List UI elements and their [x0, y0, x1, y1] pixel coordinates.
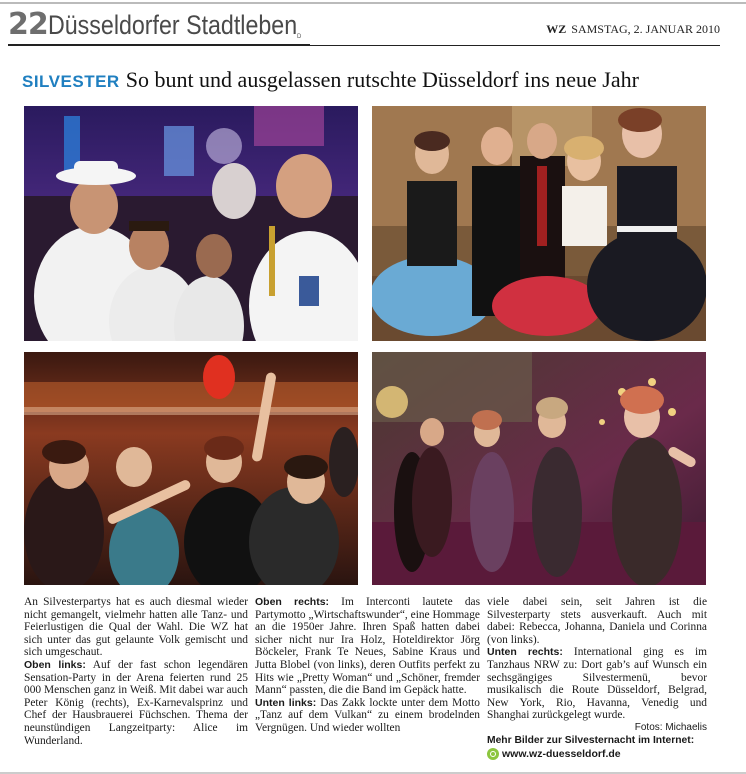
web-icon	[487, 748, 499, 760]
header-rule-thin	[310, 45, 720, 46]
headline-kicker: SILVESTER	[22, 72, 120, 91]
caption-text: Auf der fast schon legendären Sensation-Party in der Arena feierten rund 25 000 Menschen ganz in Weiß. Mit dabei war auch Peter König (rechts), Ex-Karnevalsprinz und Chef der Hausbrauerei Füchschen. Thema der neunstündigen Langzeitparty: Alice im Wunderland.	[24, 658, 249, 747]
caption-label: Oben rechts:	[255, 596, 330, 608]
intro-text: An Silvesterpartys hat es auch diesmal wieder nicht gemangelt, vielmehr hatten alle Tanz- und Feierlustigen die Qual der Wahl. Die WZ hat sich unter das gut gelaunte Volk gemischt und sich umgeschaut.	[24, 596, 248, 659]
photo-top-right	[372, 106, 706, 341]
caption-text: Im Interconti lautete das Partymotto „Wirtschaftswunder“, eine Hommage an die 1950er Jahre. Ihren Spaß hatten dabei sicher nicht nur Ira Holz, Hoteldirektor Jörg Böckeler, Frank Te Neues, Sabine Kraus und Jutta Blobel (von links), deren Outfits perfekt zu Hits wie „Pretty Woman“ und „Schöner, fremder Mann“ passten, die die Band im Gepäck hatte.	[255, 596, 481, 697]
caption-bottom-left	[255, 697, 480, 735]
caption-text: International ging es im Tanzhaus NRW zu: Dort gab’s auf Wunsch ein sechsgängiges Silvestermenü, bevor musikalisch die Route Düsseldorf, Belgrad, New York, Rio, Havanna, Venedig und Shanghai zurückgelegt wurde.	[487, 646, 707, 722]
dateline	[546, 22, 720, 37]
photo-credit: Fotos: Michaelis	[634, 721, 707, 733]
website-link-row[interactable]	[487, 748, 707, 761]
photo-top-left	[24, 106, 358, 341]
caption-top-left	[24, 659, 248, 747]
page-header	[8, 8, 720, 46]
photo-bottom-left	[24, 352, 358, 585]
website-url[interactable]: www.wz-duesseldorf.de	[502, 748, 621, 761]
caption-continued: viele dabei sein, seit Jahren ist die Silvesterparty stets ausverkauft. Auch mit dabei: Rebecca, Johanna, Daniela und Corinna (von links).	[487, 596, 707, 646]
top-border	[0, 2, 746, 4]
caption-label: Oben links:	[24, 658, 86, 671]
caption-text: Das Zakk lockte unter dem Motto „Tanz auf dem Vulkan“ zu einem brodelnden Vergnügen. Und wieder wollten	[255, 696, 480, 734]
caption-top-right	[255, 596, 480, 697]
issue-date: SAMSTAG, 2. JANUAR 2010	[571, 22, 720, 36]
column-1	[24, 596, 248, 747]
edition-mark: D	[297, 34, 302, 40]
caption-label: Unten rechts:	[487, 646, 563, 659]
more-photos-note: Mehr Bilder zur Silvesternacht im Internet:	[487, 734, 695, 746]
photo-bottom-right	[372, 352, 706, 585]
caption-bottom-right	[487, 646, 707, 722]
header-rule-thick	[8, 44, 310, 46]
article-headline	[22, 67, 639, 93]
publication-name: WZ	[546, 22, 567, 36]
column-3	[487, 596, 707, 761]
caption-label: Unten links:	[255, 696, 317, 709]
page-number: 22	[8, 7, 48, 42]
section-title: Düsseldorfer Stadtleben	[48, 10, 298, 40]
headline-title: So bunt und ausgelassen rutschte Düsseldorf ins neue Jahr	[125, 67, 639, 92]
column-2	[255, 596, 480, 735]
